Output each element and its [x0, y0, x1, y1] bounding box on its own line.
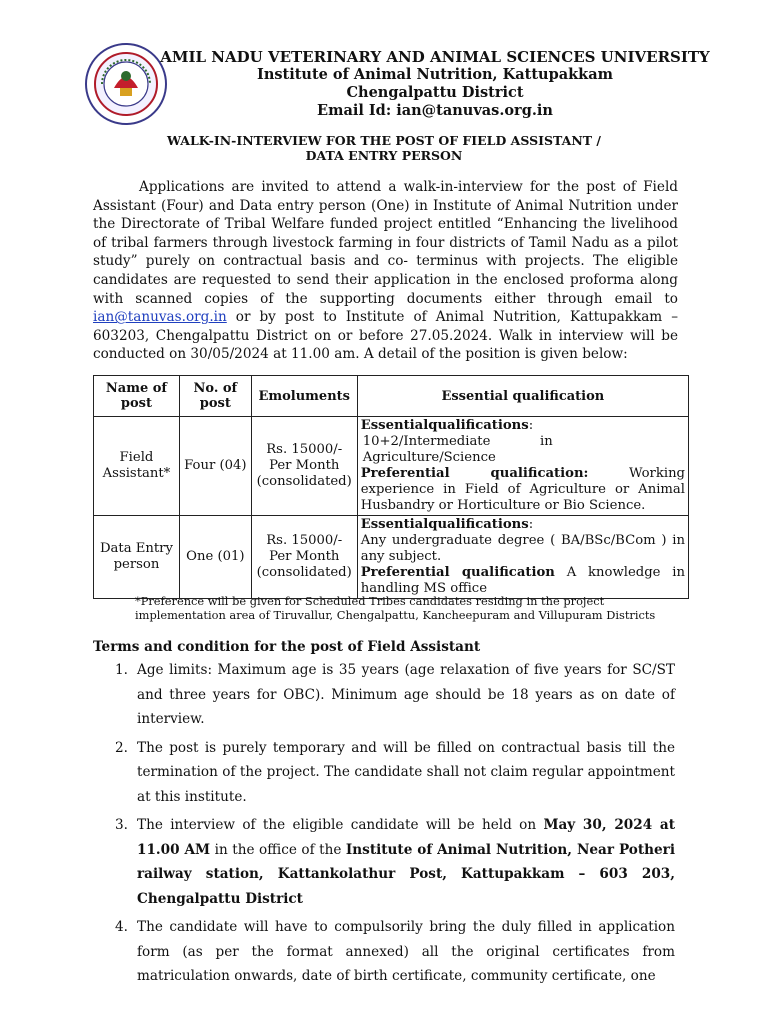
emoluments-cell: Rs. 15000/- Per Month (consolidated) [251, 516, 357, 599]
email-line: Email Id: ian@tanuvas.org.in [317, 102, 553, 119]
list-item [115, 915, 675, 989]
header-post-count: No. of post [179, 376, 251, 417]
list-item [115, 813, 676, 911]
terms-heading: Terms and condition for the post of Field Assistant [93, 639, 481, 655]
qualification-cell: Essentialqualifications: 10+2/Intermediate in Agriculture/Science Preferential qualification: Working experience in Field of Agriculture or Animal Husbandry or Horticulture or Bio Science. [357, 417, 688, 516]
letterhead [150, 48, 720, 120]
table-row [94, 516, 689, 599]
table-header-row [94, 376, 689, 417]
interview-datetime: May 30, 2024 at 11.00 AM [137, 817, 675, 858]
post-name-cell: Data Entry person [94, 516, 180, 599]
announcement-title [0, 133, 768, 163]
interview-venue: Institute of Animal Nutrition, Near Potheri railway station, Kattankolathur Post, Kattupakkam – 603 203, Chengalpattu District [137, 841, 676, 907]
item-number: 4. [115, 919, 128, 935]
preferential-label: Preferential qualification: [360, 466, 589, 481]
header-post-name: Name of post [94, 376, 180, 417]
essential-text: 10+2/Intermediate in Agriculture/Science [362, 434, 553, 465]
item-text: Age limits: Maximum age is 35 years (age relaxation of five years for SC/ST and three years for OBC). Minimum age should be 18 years as on date of interview. [137, 662, 675, 727]
item-number: 2. [115, 739, 128, 756]
institute-name: Institute of Animal Nutrition, Kattupakkam [257, 66, 613, 83]
header-qualification: Essential qualification [357, 376, 688, 417]
email-link[interactable]: ian@tanuvas.org.in [93, 309, 227, 326]
item-text-part: The interview of the eligible candidate will be held on [137, 817, 537, 833]
essential-label: Essentialqualifications [360, 418, 529, 433]
qualification-cell: Essentialqualifications: Any undergraduate degree ( BA/BSc/BCom ) in any subject. Preferential qualification A knowledge in handling MS office [357, 516, 688, 599]
preferential-text: Working experience in Field of Agriculture or Animal Husbandry or Horticulture or Bio Science. [360, 466, 685, 513]
list-item [115, 658, 675, 732]
district-name: Chengalpattu District [346, 84, 524, 101]
essential-text: Any undergraduate degree ( BA/BSc/BCom ) in any subject. [360, 533, 685, 564]
post-name-cell: Field Assistant* [94, 417, 180, 516]
preferential-label: Preferential qualification [360, 565, 555, 580]
post-count-cell: One (01) [179, 516, 251, 599]
item-number: 3. [115, 817, 128, 833]
item-text: The candidate will have to compulsorily bring the duly filled in application form (as per the format annexed) all the original certificates from matriculation onwards, date of birth certificate, community certificate, one [137, 919, 675, 984]
header-emoluments: Emoluments [251, 376, 357, 417]
essential-label: Essentialqualifications [360, 517, 529, 532]
preferential-text: A knowledge in handling MS office [360, 565, 685, 596]
item-text: The post is purely temporary and will be filled on contractual basis till the termination of the project. The candidate shall not claim regular appointment at this institute. [137, 739, 675, 805]
terms-list [115, 658, 676, 993]
footnote: *Preference will be given for Scheduled Tribes candidates residing in the project implementation area of Tiruvallur, Chengalpattu, Kancheepuram and Villupuram Districts [135, 594, 656, 622]
item-number: 1. [115, 662, 128, 678]
post-count-cell: Four (04) [179, 417, 251, 516]
positions-table [93, 375, 689, 599]
announcement-line-2: DATA ENTRY PERSON [305, 148, 463, 163]
list-item [115, 736, 675, 810]
emoluments-cell: Rs. 15000/- Per Month (consolidated) [251, 417, 357, 516]
announcement-line-1: WALK-IN-INTERVIEW FOR THE POST OF FIELD ASSISTANT / [167, 133, 601, 148]
item-text-part: in the office of the [214, 841, 342, 858]
intro-text-start: Applications are invited to attend a walk-in-interview for the post of Field Assistant (Four) and Data entry person (One) in Institute of Animal Nutrition under the Directorate of Tribal Welfare funded project entitled “Enhancing the livelihood of tribal farmers through livestock farming in four districts of Tamil Nadu as a pilot study” purely on contractual basis and co- terminus with projects. The eligible candidates are requested to send their application in the enclosed proforma along with scanned copies of the supporting documents either through email to [93, 179, 678, 307]
table-row [94, 417, 689, 516]
intro-paragraph [93, 178, 678, 364]
university-name: AMIL NADU VETERINARY AND ANIMAL SCIENCES UNIVERSITY [160, 48, 710, 66]
intro-text-end: or by post to Institute of Animal Nutrition, Kattupakkam – 603203, Chengalpattu District on or before 27.05.2024. Walk in interview will be conducted on 30/05/2024 at 11.00 am. A detail of the position is given below: [93, 309, 678, 363]
